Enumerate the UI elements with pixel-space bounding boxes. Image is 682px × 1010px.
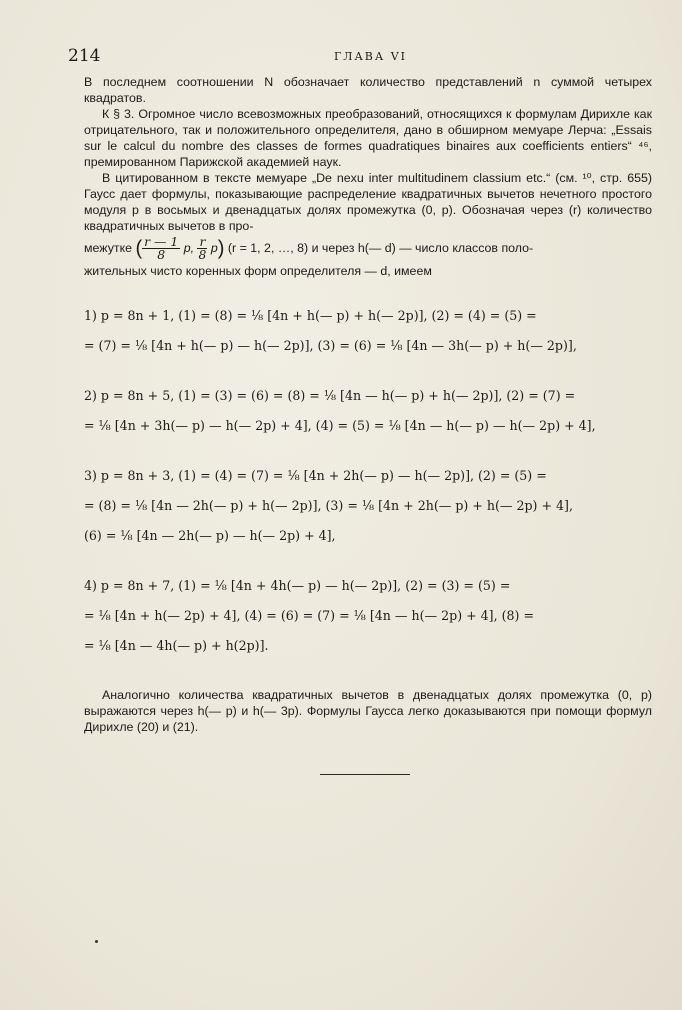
fraction-1: $\frac{r — 1}{8}$ bbox=[144, 234, 179, 263]
page-number: 214 bbox=[68, 46, 101, 66]
page-speck bbox=[95, 940, 98, 943]
paragraph-3: В цитированном в тексте мемуаре „De nexu inter multitudinem classium etc.“ (см. ¹⁰, стр. 655) Гаусс дает формулы, показывающие распределение квадратичных вычетов нечетного простого модуля p в восьмых и двенадцатых долях промежутка (0, p). Обозначая через (r) количество квадратичных вычетов в про- bbox=[84, 171, 652, 233]
interval-line: межутке ( $\frac{r — 1}{8}$ p, $\frac{r}{8}$ p) (r = 1, 2, …, 8) и через h(— d) — число классов поло- bbox=[84, 234, 534, 263]
formula-line: = ⅛ [4n + 3h(— p) — h(— 2p) + 4], (4) = (5) = ⅛ [4n — h(— p) — h(— 2p) + 4], bbox=[84, 418, 596, 434]
gauss-formulas bbox=[84, 301, 652, 661]
formula-case-4 bbox=[84, 571, 652, 661]
formula-line: (6) = ⅛ [4n — 2h(— p) — h(— 2p) + 4], bbox=[84, 528, 336, 544]
interval-prefix: межутке bbox=[84, 241, 133, 255]
fraction-tail: p bbox=[210, 241, 218, 255]
formula-line: = (8) = ⅛ [4n — 2h(— p) + h(— 2p)], (3) = ⅛ [4n + 2h(— p) + h(— 2p) + 4], bbox=[84, 498, 573, 514]
running-head: ГЛАВА VI bbox=[334, 50, 407, 63]
formula-line: 4) p = 8n + 7, (1) = ⅛ [4n + 4h(— p) — h(— 2p)], (2) = (3) = (5) = bbox=[84, 578, 511, 594]
paragraph-2: К § 3. Огромное число всевозможных преобразований, относящихся к формулам Дирихле как отрицательного, так и положительного определителя, дано в обширном мемуаре Лерча: „Essais sur le calcul du nombre des classes de formes quadratiques binaires aux coefficients entiers“ ⁴⁶, премированном Парижской академией наук. bbox=[84, 107, 652, 169]
formula-line: 3) p = 8n + 3, (1) = (4) = (7) = ⅛ [4n + 2h(— p) — h(— 2p)], (2) = (5) = bbox=[84, 468, 547, 484]
formula-line: = ⅛ [4n — 4h(— p) + h(2p)]. bbox=[84, 638, 269, 654]
paragraph-4: жительных чисто коренных форм определителя — d, имеем bbox=[84, 264, 432, 279]
formula-line: 2) p = 8n + 5, (1) = (3) = (6) = (8) = ⅛ [4n — h(— p) + h(— 2p)], (2) = (7) = bbox=[84, 388, 576, 404]
formula-case-2 bbox=[84, 381, 652, 441]
paragraph-1: В последнем соотношении N обозначает количество представлений n суммой четырех квадратов. bbox=[84, 75, 652, 105]
section-divider bbox=[320, 774, 410, 775]
formula-case-1 bbox=[84, 301, 652, 361]
interval-suffix: (r = 1, 2, …, 8) и через h(— d) — число классов поло- bbox=[227, 241, 534, 255]
fraction-mid: p, bbox=[183, 241, 195, 255]
formula-line: 1) p = 8n + 1, (1) = (8) = ⅛ [4n + h(— p) + h(— 2p)], (2) = (4) = (5) = bbox=[84, 308, 537, 324]
fraction-2: $\frac{r}{8}$ bbox=[198, 234, 207, 263]
closing-paragraph: Аналогично количества квадратичных вычетов в двенадцатых долях промежутка (0, p) выражаются через h(— p) и h(— 3p). Формулы Гаусса легко доказываются при помощи формул Дирихле (20) и (21). bbox=[84, 688, 652, 735]
formula-case-3 bbox=[84, 461, 652, 551]
formula-line: = ⅛ [4n + h(— 2p) + 4], (4) = (6) = (7) = ⅛ [4n — h(— 2p) + 4], (8) = bbox=[84, 608, 534, 624]
formula-line: = (7) = ⅛ [4n + h(— p) — h(— 2p)], (3) = (6) = ⅛ [4n — 3h(— p) + h(— 2p)], bbox=[84, 338, 577, 354]
page-header bbox=[68, 46, 652, 74]
